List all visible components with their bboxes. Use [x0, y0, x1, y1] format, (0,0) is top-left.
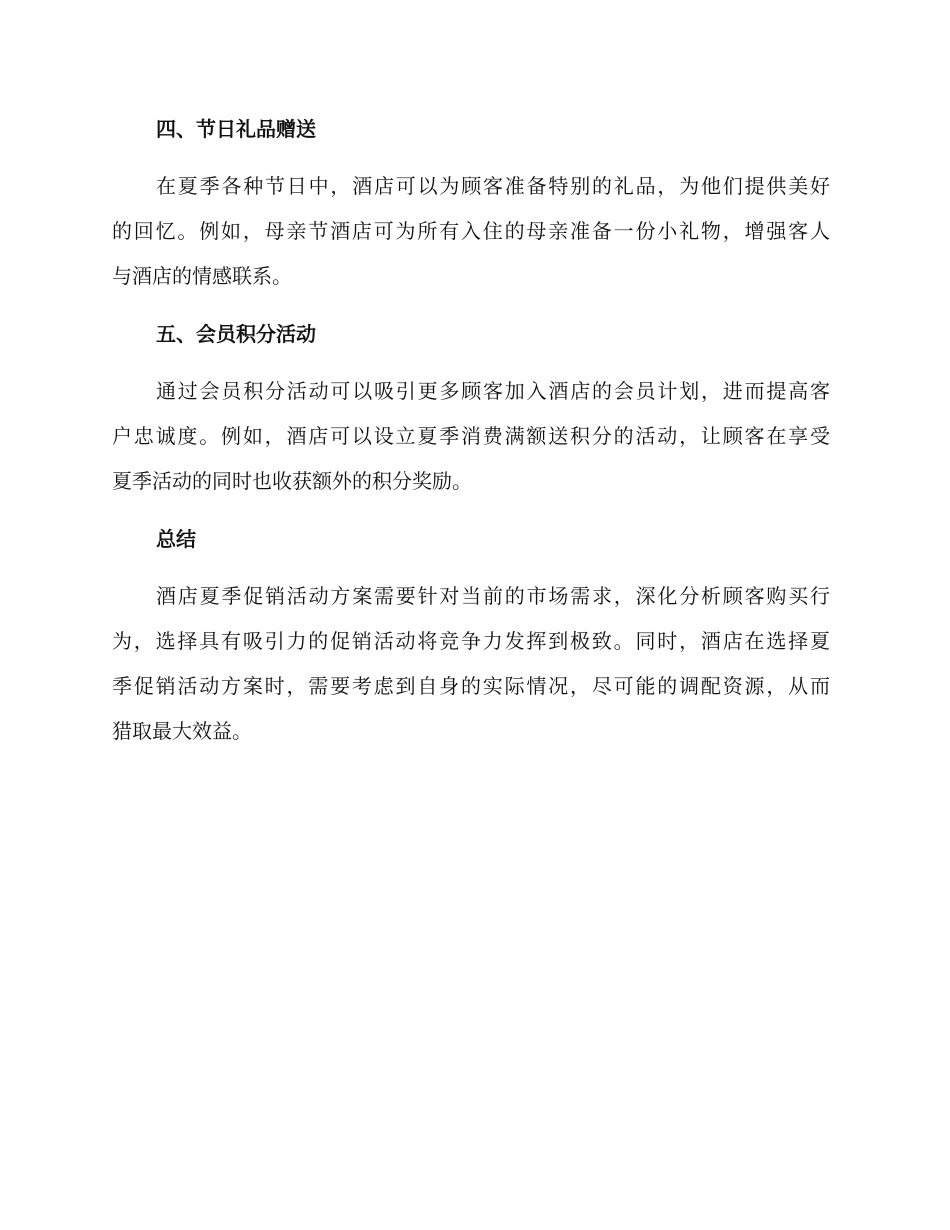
paragraph-line: 户忠诚度。例如，酒店可以设立夏季消费满额送积分的活动，让顾客在享受 — [112, 424, 830, 448]
paragraph-line: 通过会员积分活动可以吸引更多顾客加入酒店的会员计划，进而提高客 — [156, 379, 830, 403]
section-paragraph-membership — [112, 369, 830, 504]
paragraph-line: 酒店夏季促销活动方案需要针对当前的市场需求，深化分析顾客购买行 — [156, 584, 830, 608]
section-paragraph-summary — [112, 574, 830, 754]
paragraph-line: 为，选择具有吸引力的促销活动将竞争力发挥到极致。同时，酒店在选择夏 — [112, 629, 830, 653]
paragraph-line: 在夏季各种节日中，酒店可以为顾客准备特别的礼品，为他们提供美好 — [156, 174, 830, 198]
section-heading-membership: 五、会员积分活动 — [156, 322, 316, 346]
section-heading-summary: 总结 — [156, 527, 196, 551]
paragraph-line: 的回忆。例如，母亲节酒店可为所有入住的母亲准备一份小礼物，增强客人 — [112, 219, 830, 243]
paragraph-line: 季促销活动方案时，需要考虑到自身的实际情况，尽可能的调配资源，从而 — [112, 674, 830, 698]
paragraph-line: 猎取最大效益。 — [112, 719, 252, 743]
section-paragraph-gifts — [112, 164, 830, 299]
paragraph-line: 夏季活动的同时也收获额外的积分奖励。 — [112, 469, 472, 493]
paragraph-line: 与酒店的情感联系。 — [112, 264, 292, 288]
section-heading-gifts: 四、节日礼品赠送 — [156, 117, 316, 141]
document-body — [112, 106, 830, 766]
